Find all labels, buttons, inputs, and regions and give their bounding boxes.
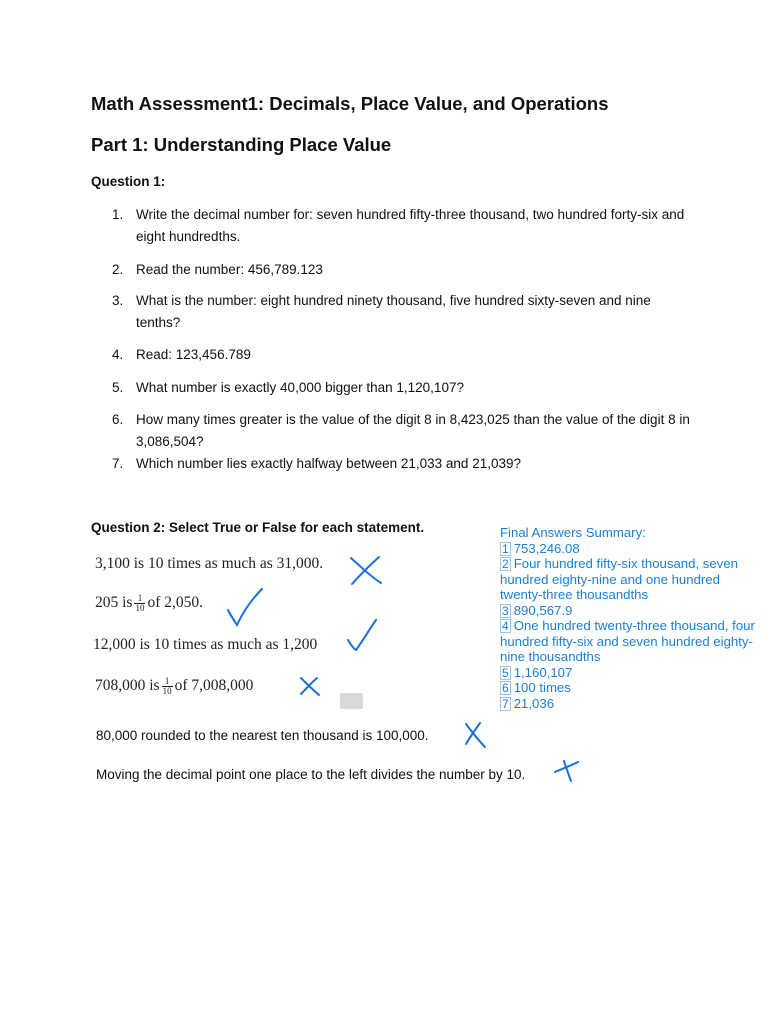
item-text: Write the decimal number for: seven hundred fifty-three thousand, two hundred forty-six and eight hundredths. xyxy=(136,207,685,244)
answer-index: 5 xyxy=(502,665,509,680)
answer-text: 753,246.08 xyxy=(513,540,580,556)
fraction-denominator: 10 xyxy=(162,686,172,696)
item-number: 2. xyxy=(112,262,124,277)
answers-heading: Final Answers Summary: xyxy=(500,525,646,540)
answer-index: 1 xyxy=(502,541,509,556)
item-text: What is the number: eight hundred ninety thousand, five hundred sixty-seven and nine tenths? xyxy=(136,293,651,330)
document-title: Math Assessment1: Decimals, Place Value, and Operations xyxy=(91,93,609,114)
item-text: Read the number: 456,789.123 xyxy=(136,262,323,277)
statement-2-pre: 205 is xyxy=(95,594,133,612)
item-number: 1. xyxy=(112,207,124,222)
final-answers-summary xyxy=(500,525,762,711)
answer-index: 2 xyxy=(502,557,509,571)
fraction-one-tenth xyxy=(162,677,173,696)
list-item xyxy=(112,204,692,248)
answer-index: 7 xyxy=(502,696,509,711)
answer-text: 100 times xyxy=(513,680,571,695)
x-mark-icon xyxy=(462,720,488,750)
answer-text: 890,567.9 xyxy=(513,602,573,618)
answer-text: 21,036 xyxy=(513,695,555,711)
list-item xyxy=(112,377,692,399)
answer-index: 4 xyxy=(502,619,509,633)
statement-1: 3,100 is 10 times as much as 31,000. xyxy=(95,555,324,572)
statement-4-post: of 7,008,000 xyxy=(174,677,254,695)
fraction-one-tenth xyxy=(134,594,145,613)
answer-item xyxy=(500,618,762,665)
answer-item xyxy=(500,556,762,603)
gray-placeholder-box xyxy=(340,693,363,709)
check-mark-icon xyxy=(225,586,265,628)
answer-item xyxy=(500,541,762,557)
list-item xyxy=(112,453,692,475)
answer-item xyxy=(500,603,762,619)
item-number: 3. xyxy=(112,293,124,308)
item-text: What number is exactly 40,000 bigger than 1,120,107? xyxy=(136,380,464,395)
part-1-title: Part 1: Understanding Place Value xyxy=(91,134,392,155)
list-item xyxy=(112,409,692,453)
check-mark-icon xyxy=(345,616,379,652)
item-text: Which number lies exactly halfway between 21,033 and 21,039? xyxy=(136,456,521,471)
statement-2 xyxy=(95,594,203,613)
list-item xyxy=(112,344,692,366)
fraction-numerator: 1 xyxy=(162,677,173,687)
item-text: Read: 123,456.789 xyxy=(136,347,251,362)
statement-5: 80,000 rounded to the nearest ten thousand is 100,000. xyxy=(96,728,429,743)
item-text: How many times greater is the value of the digit 8 in 8,423,025 than the value of the digit 8 in 3,086,504? xyxy=(136,412,690,449)
x-mark-icon xyxy=(298,675,322,697)
x-mark-icon xyxy=(348,554,384,586)
statement-2-post: of 2,050. xyxy=(147,594,204,612)
statement-3: 12,000 is 10 times as much as 1,200 xyxy=(93,636,318,653)
x-mark-icon xyxy=(552,758,580,784)
statement-4-pre: 708,000 is xyxy=(95,677,160,695)
item-number: 6. xyxy=(112,412,124,427)
question-1-heading: Question 1: xyxy=(91,174,166,189)
item-number: 5. xyxy=(112,380,124,395)
answer-item xyxy=(500,665,762,681)
item-number: 4. xyxy=(112,347,124,362)
answer-text: One hundred twenty-three thousand, four hundred fifty-six and seven hundred eighty-nine thousandths xyxy=(500,618,755,664)
statement-4 xyxy=(95,677,253,696)
statement-6: Moving the decimal point one place to the left divides the number by 10. xyxy=(96,767,526,782)
list-item xyxy=(112,290,672,334)
answer-index: 6 xyxy=(502,681,509,695)
fraction-denominator: 10 xyxy=(135,603,145,613)
answer-item xyxy=(500,696,762,712)
answer-item xyxy=(500,680,762,696)
fraction-numerator: 1 xyxy=(134,594,145,604)
list-item xyxy=(112,259,692,281)
answer-index: 3 xyxy=(502,603,509,618)
answer-text: 1,160,107 xyxy=(513,664,573,680)
item-number: 7. xyxy=(112,456,124,471)
question-2-heading: Question 2: Select True or False for each statement. xyxy=(91,520,425,535)
answer-text: Four hundred fifty-six thousand, seven hundred eighty-nine and one hundred twenty-three thousandths xyxy=(500,556,738,602)
